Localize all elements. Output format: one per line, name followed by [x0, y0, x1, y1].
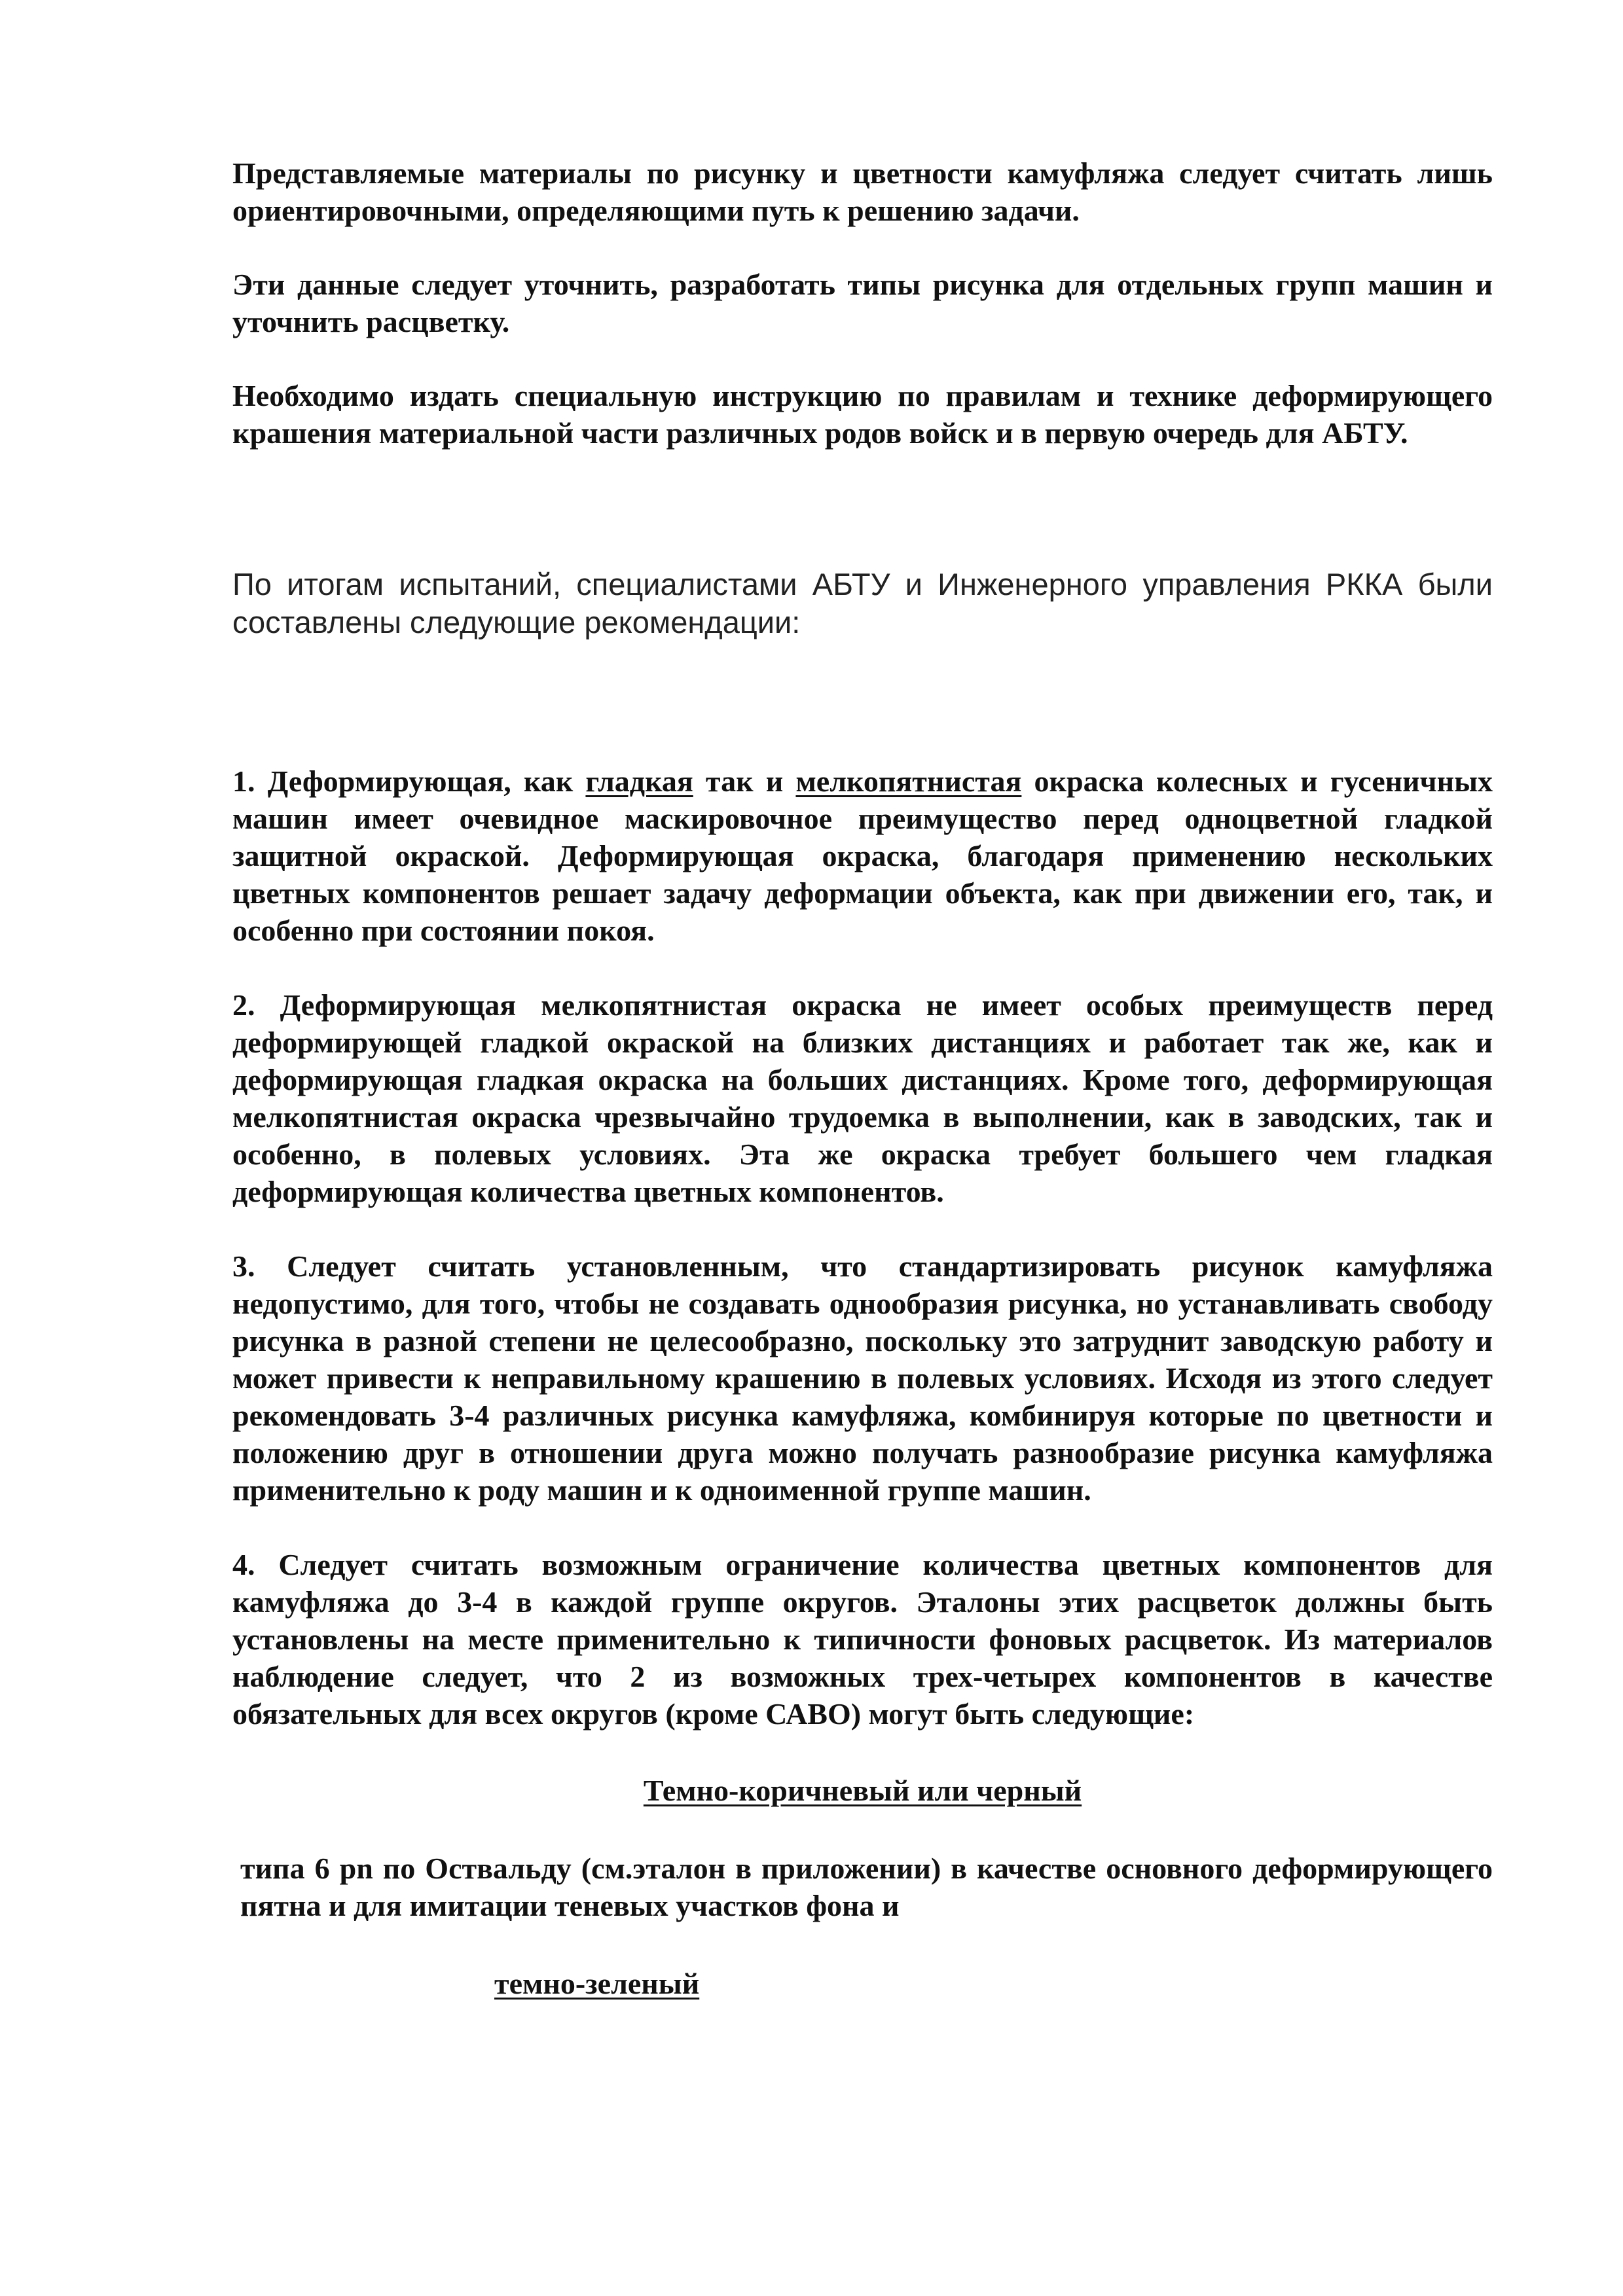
recommendation-item-2: 2. Деформирующая мелкопятнистая окраска не имеет особых преимуществ перед деформирующей гладкой окраской на близких дистанциях и работает так же, как и деформирующая гладкая окраска на больших дистанциях. Кроме того, деформирующая мелкопятнистая окраска чрезвычайно трудоемка в выполнении, как в заводских, так и особенно, в полевых условиях. Эта же окраска требует большего чем гладкая деформирующая количества цветных компонентов. [232, 988, 1493, 1208]
recommendation-item-3: 3. Следует считать установленным, что стандартизировать рисунок камуфляжа недопустимо, для того, чтобы не создавать однообразия рисунка, но устанавливать свободу рисунка в разной степени не целесообразно, поскольку это затруднит заводскую работу и может привести к неправильному крашению в полевых условиях. Исходя из этого следует рекомендовать 3-4 различных рисунка камуфляжа, комбинируя которые по цветности и положению друг в отношении друга можно получать разнообразие рисунка камуфляжа применительно к роду машин и к одноименной группе машин. [232, 1249, 1493, 1507]
item1-underlined-spotted: мелкопятнистая [795, 764, 1022, 798]
intro-paragraph-materials: Представляемые материалы по рисунку и цветности камуфляжа следует считать лишь ориентировочными, определяющими путь к решению задачи. [232, 156, 1493, 227]
item1-rest: окраска колесных и гусеничных машин имеет очевидное маскировочное преимущество перед одноцветной гладкой защитной окраской. Деформирующая окраска, благодаря применению нескольких цветных компонентов решает задачу деформации объекта, как при движении его, так, и особенно при состоянии покоя. [232, 764, 1493, 947]
recommendation-item-1 [232, 762, 1493, 949]
item1-underlined-smooth: гладкая [585, 764, 693, 798]
recommendation-item-4: 4. Следует считать возможным ограничение количества цветных компонентов для камуфляжа до 3-4 в каждой группе округов. Эталоны этих расцветок должны быть установлены на месте применительно к типичности фоновых расцветок. Из материалов наблюдение следует, что 2 из возможных трех-четырех компонентов в качестве обязательных для всех округов (кроме САВО) могут быть следующие: [232, 1548, 1493, 1731]
subheading-dark-green-text: темно-зеленый [494, 1967, 700, 2000]
intro-paragraph-refine: Эти данные следует уточнить, разработать типы рисунка для отдельных групп машин и уточнить расцветку. [232, 268, 1493, 338]
intro-paragraph-instruction: Необходимо издать специальную инструкцию по правилам и технике деформирующего крашения материальной части различных родов войск и в первую очередь для АБТУ. [232, 379, 1493, 450]
subheading-dark-green [232, 1965, 1493, 2002]
item1-middle: так и [693, 764, 796, 798]
item1-prefix: 1. Деформирующая, как [232, 764, 586, 798]
document-body [232, 154, 1493, 2002]
subheading-dark-brown [232, 1772, 1493, 1809]
subheading-dark-brown-text: Темно-коричневый или черный [643, 1774, 1082, 1807]
description-dark-brown: типа 6 pn по Оствальду (см.эталон в приложении) в качестве основного деформирующего пятна и для имитации теневых участков фона и [240, 1852, 1493, 1922]
summary-paragraph: По итогам испытаний, специалистами АБТУ и Инженерного управления РККА были составлены следующие рекомендации: [232, 567, 1493, 639]
